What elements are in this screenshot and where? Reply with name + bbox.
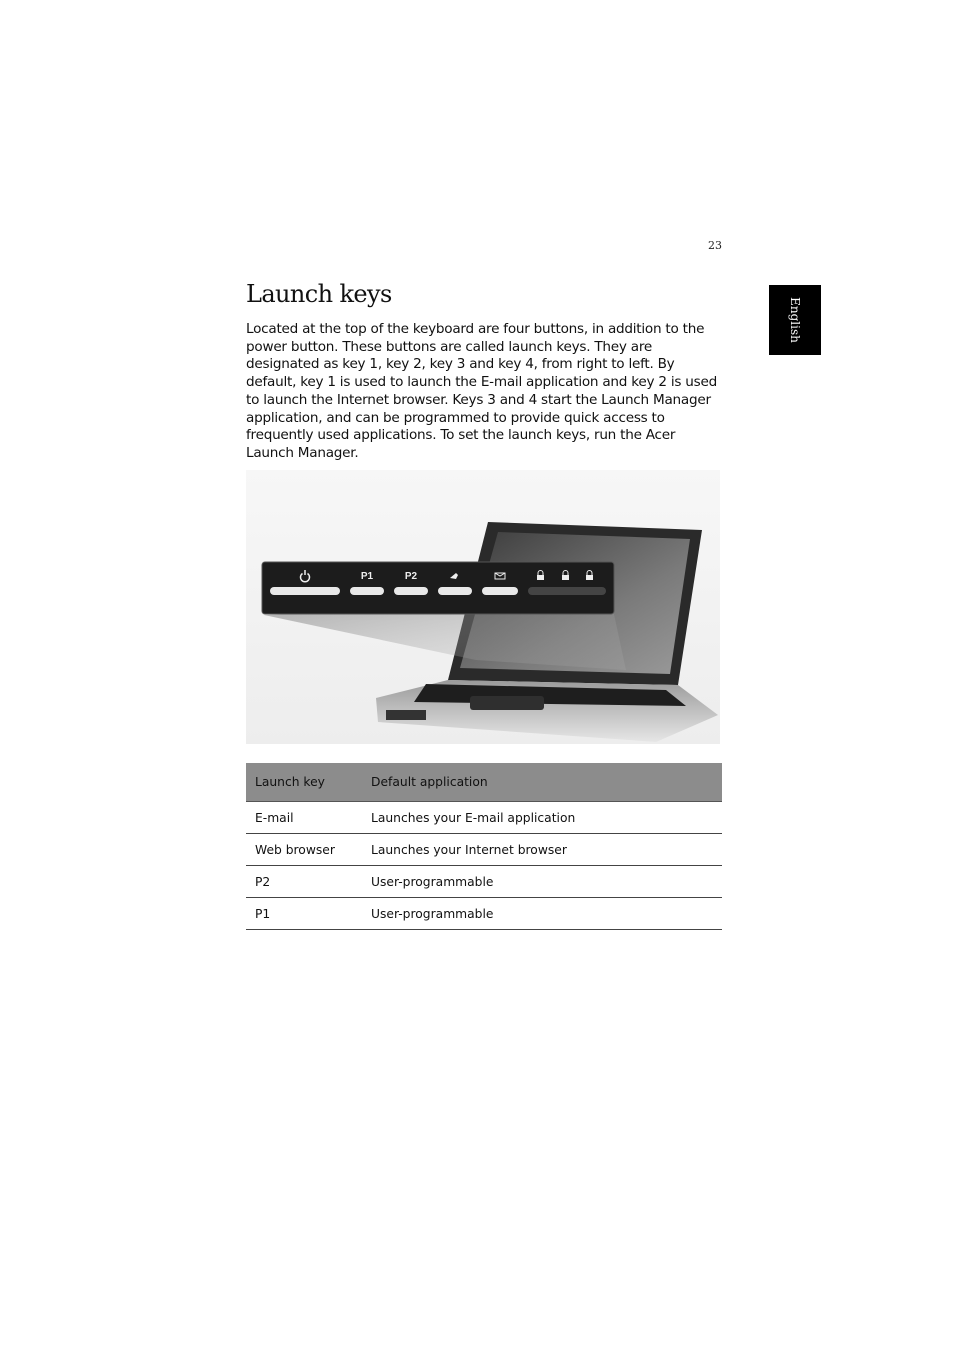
launch-keys-figure	[246, 470, 720, 744]
table-row	[246, 802, 722, 834]
table-row	[246, 898, 722, 930]
table-cell: P2	[246, 866, 362, 898]
table-cell: Launches your Internet browser	[362, 834, 722, 866]
mail-key-bar	[482, 587, 518, 595]
laptop-illustration	[246, 470, 720, 744]
page-number: 23	[708, 239, 722, 252]
header-default-application: Default application	[362, 763, 722, 802]
language-tab	[769, 285, 821, 355]
table-cell: Web browser	[246, 834, 362, 866]
table-cell: E-mail	[246, 802, 362, 834]
section-body: Located at the top of the keyboard are four buttons, in addition to the power button. These buttons are called launch keys. They are designated as key 1, key 2, key 3 and key 4, from right to left. By default, key 1 is used to launch the E-mail application and key 2 is used to launch the Internet browser. Keys 3 and 4 start the Launch Manager application, and can be programmed to provide quick access to frequently used applications. To set the launch keys, run the Acer Launch Manager.	[246, 321, 717, 461]
table-cell: User-programmable	[362, 898, 722, 930]
p2-key-bar	[394, 587, 428, 595]
header-launch-key: Launch key	[246, 763, 362, 802]
power-button-bar	[270, 587, 340, 595]
p1-key-bar	[350, 587, 384, 595]
indicator-bar	[528, 587, 606, 595]
launch-keys-table	[246, 763, 722, 930]
laptop-front-ports	[386, 710, 426, 720]
laptop-touchpad	[470, 696, 544, 710]
table-row	[246, 834, 722, 866]
p1-key-label: P1	[360, 571, 374, 582]
p2-key-label: P2	[404, 571, 418, 582]
language-tab-label: English	[788, 297, 802, 343]
table-row	[246, 866, 722, 898]
table-cell: Launches your E-mail application	[362, 802, 722, 834]
section-title: Launch keys	[246, 280, 392, 308]
table-cell: User-programmable	[362, 866, 722, 898]
web-key-bar	[438, 587, 472, 595]
table-cell: P1	[246, 898, 362, 930]
table-header-row	[246, 763, 722, 802]
